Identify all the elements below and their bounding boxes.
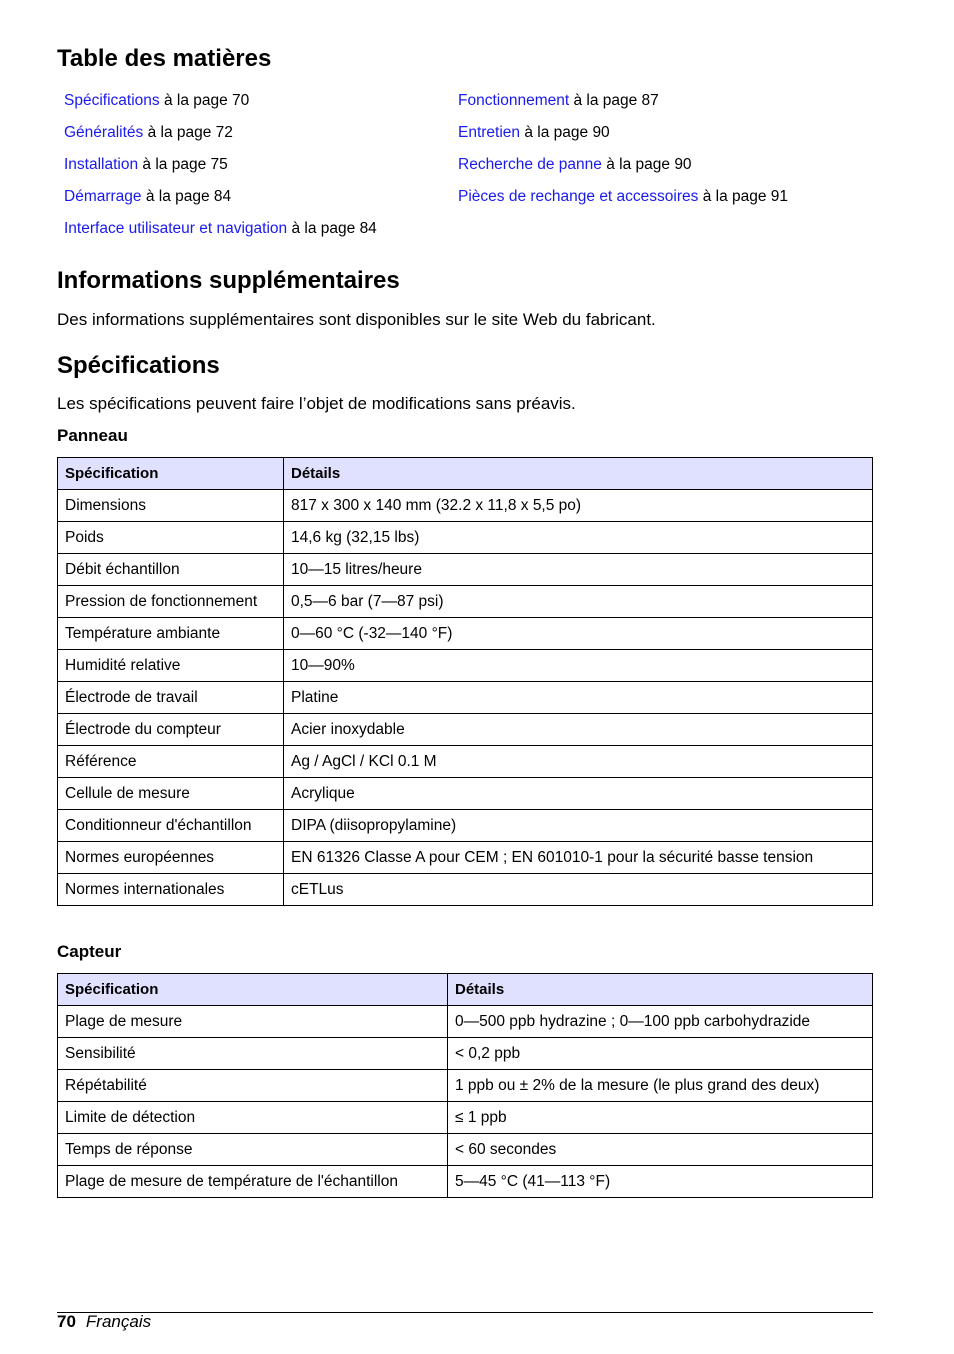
header-cell-details: Détails [284,458,873,490]
spec-detail-cell: 0,5—6 bar (7—87 psi) [284,586,873,618]
toc-entry [64,186,377,218]
info-paragraph: Des informations supplémentaires sont disponibles sur le site Web du fabricant. [57,310,656,329]
spec-detail-cell: ≤ 1 ppb [448,1102,873,1134]
spec-name-cell: Conditionneur d'échantillon [58,810,284,842]
toc-entry [64,154,377,186]
header-cell-specification: Spécification [58,458,284,490]
table-row [58,778,873,810]
toc-link[interactable]: Installation [64,156,139,173]
table-row [58,810,873,842]
spec-detail-cell: Ag / AgCl / KCl 0.1 M [284,746,873,778]
table-row [58,842,873,874]
spec-name-cell: Référence [58,746,284,778]
footer-divider [57,1312,873,1313]
capteur-table [57,973,873,1198]
panneau-heading: Panneau [57,426,128,445]
table-row [58,1134,873,1166]
toc-link[interactable]: Fonctionnement [458,92,570,109]
toc-link[interactable]: Interface utilisateur et navigation [64,220,288,237]
toc-link[interactable]: Spécifications [64,92,160,109]
table-row [58,746,873,778]
toc-page-ref: à la page 72 [143,124,233,141]
spec-detail-cell: 10—90% [284,650,873,682]
toc-entry [458,154,788,186]
spec-detail-cell: cETLus [284,874,873,906]
specifications-heading: Spécifications [57,352,220,379]
table-row [58,874,873,906]
spec-name-cell: Normes européennes [58,842,284,874]
toc-page-ref: à la page 75 [138,156,228,173]
table-row [58,490,873,522]
toc-page-ref: à la page 84 [141,188,232,205]
toc-link[interactable]: Démarrage [64,188,142,205]
table-row [58,1006,873,1038]
spec-detail-cell: 1 ppb ou ± 2% de la mesure (le plus grand des deux) [448,1070,873,1102]
toc-page-ref: à la page 91 [698,188,789,205]
info-heading: Informations supplémentaires [57,267,400,294]
toc-entry [458,122,788,154]
table-row [58,682,873,714]
toc-entry [458,90,788,122]
toc-link[interactable]: Généralités [64,124,144,141]
footer-language: Français [85,1312,152,1331]
toc-link[interactable]: Pièces de rechange et accessoires [458,188,699,205]
spec-name-cell: Poids [58,522,284,554]
spec-name-cell: Humidité relative [58,650,284,682]
toc-entry [64,90,377,122]
spec-detail-cell: 817 x 300 x 140 mm (32.2 x 11,8 x 5,5 po) [284,490,873,522]
spec-detail-cell: Acier inoxydable [284,714,873,746]
spec-detail-cell: Acrylique [284,778,873,810]
toc-column-left [64,90,377,250]
toc-entry [64,122,377,154]
spec-name-cell: Temps de réponse [58,1134,448,1166]
table-row [58,650,873,682]
table-row [58,1038,873,1070]
spec-name-cell: Température ambiante [58,618,284,650]
panneau-table [57,457,873,906]
spec-detail-cell: 10—15 litres/heure [284,554,873,586]
spec-name-cell: Plage de mesure [58,1006,448,1038]
spec-name-cell: Dimensions [58,490,284,522]
spec-detail-cell: DIPA (diisopropylamine) [284,810,873,842]
toc-page-ref: à la page 70 [159,92,250,109]
toc-page-ref: à la page 90 [520,124,610,141]
spec-detail-cell: 5—45 °C (41—113 °F) [448,1166,873,1198]
spec-name-cell: Débit échantillon [58,554,284,586]
table-row [58,1070,873,1102]
table-row [58,586,873,618]
spec-detail-cell: 0—500 ppb hydrazine ; 0—100 ppb carbohydrazide [448,1006,873,1038]
spec-detail-cell: Platine [284,682,873,714]
toc-heading: Table des matières [57,45,272,72]
spec-name-cell: Limite de détection [58,1102,448,1134]
specifications-intro: Les spécifications peuvent faire l’objet de modifications sans préavis. [57,394,576,413]
toc-page-ref: à la page 90 [601,156,692,173]
header-cell-details: Détails [448,974,873,1006]
table-row [58,714,873,746]
spec-detail-cell: EN 61326 Classe A pour CEM ; EN 601010-1 pour la sécurité basse tension [284,842,873,874]
page-number: 70 [57,1312,76,1331]
table-row [58,554,873,586]
table-row [58,1102,873,1134]
toc-entry [64,218,377,250]
spec-name-cell: Sensibilité [58,1038,448,1070]
spec-name-cell: Cellule de mesure [58,778,284,810]
spec-name-cell: Normes internationales [58,874,284,906]
spec-detail-cell: 0—60 °C (-32—140 °F) [284,618,873,650]
table-header-row [58,458,873,490]
spec-detail-cell: 14,6 kg (32,15 lbs) [284,522,873,554]
spec-name-cell: Répétabilité [58,1070,448,1102]
table-header-row [58,974,873,1006]
toc-link[interactable]: Recherche de panne [458,156,602,173]
spec-name-cell: Plage de mesure de température de l'échantillon [58,1166,448,1198]
capteur-heading: Capteur [57,942,122,961]
toc-entry [458,186,788,218]
toc-page-ref: à la page 84 [287,220,377,237]
spec-detail-cell: < 0,2 ppb [448,1038,873,1070]
page-footer [57,1313,151,1331]
toc-link[interactable]: Entretien [458,124,521,141]
header-cell-specification: Spécification [58,974,448,1006]
spec-name-cell: Électrode du compteur [58,714,284,746]
spec-detail-cell: < 60 secondes [448,1134,873,1166]
table-row [58,1166,873,1198]
table-row [58,522,873,554]
spec-name-cell: Pression de fonctionnement [58,586,284,618]
spec-name-cell: Électrode de travail [58,682,284,714]
toc-page-ref: à la page 87 [569,92,659,109]
table-row [58,618,873,650]
toc-column-right [458,90,788,218]
